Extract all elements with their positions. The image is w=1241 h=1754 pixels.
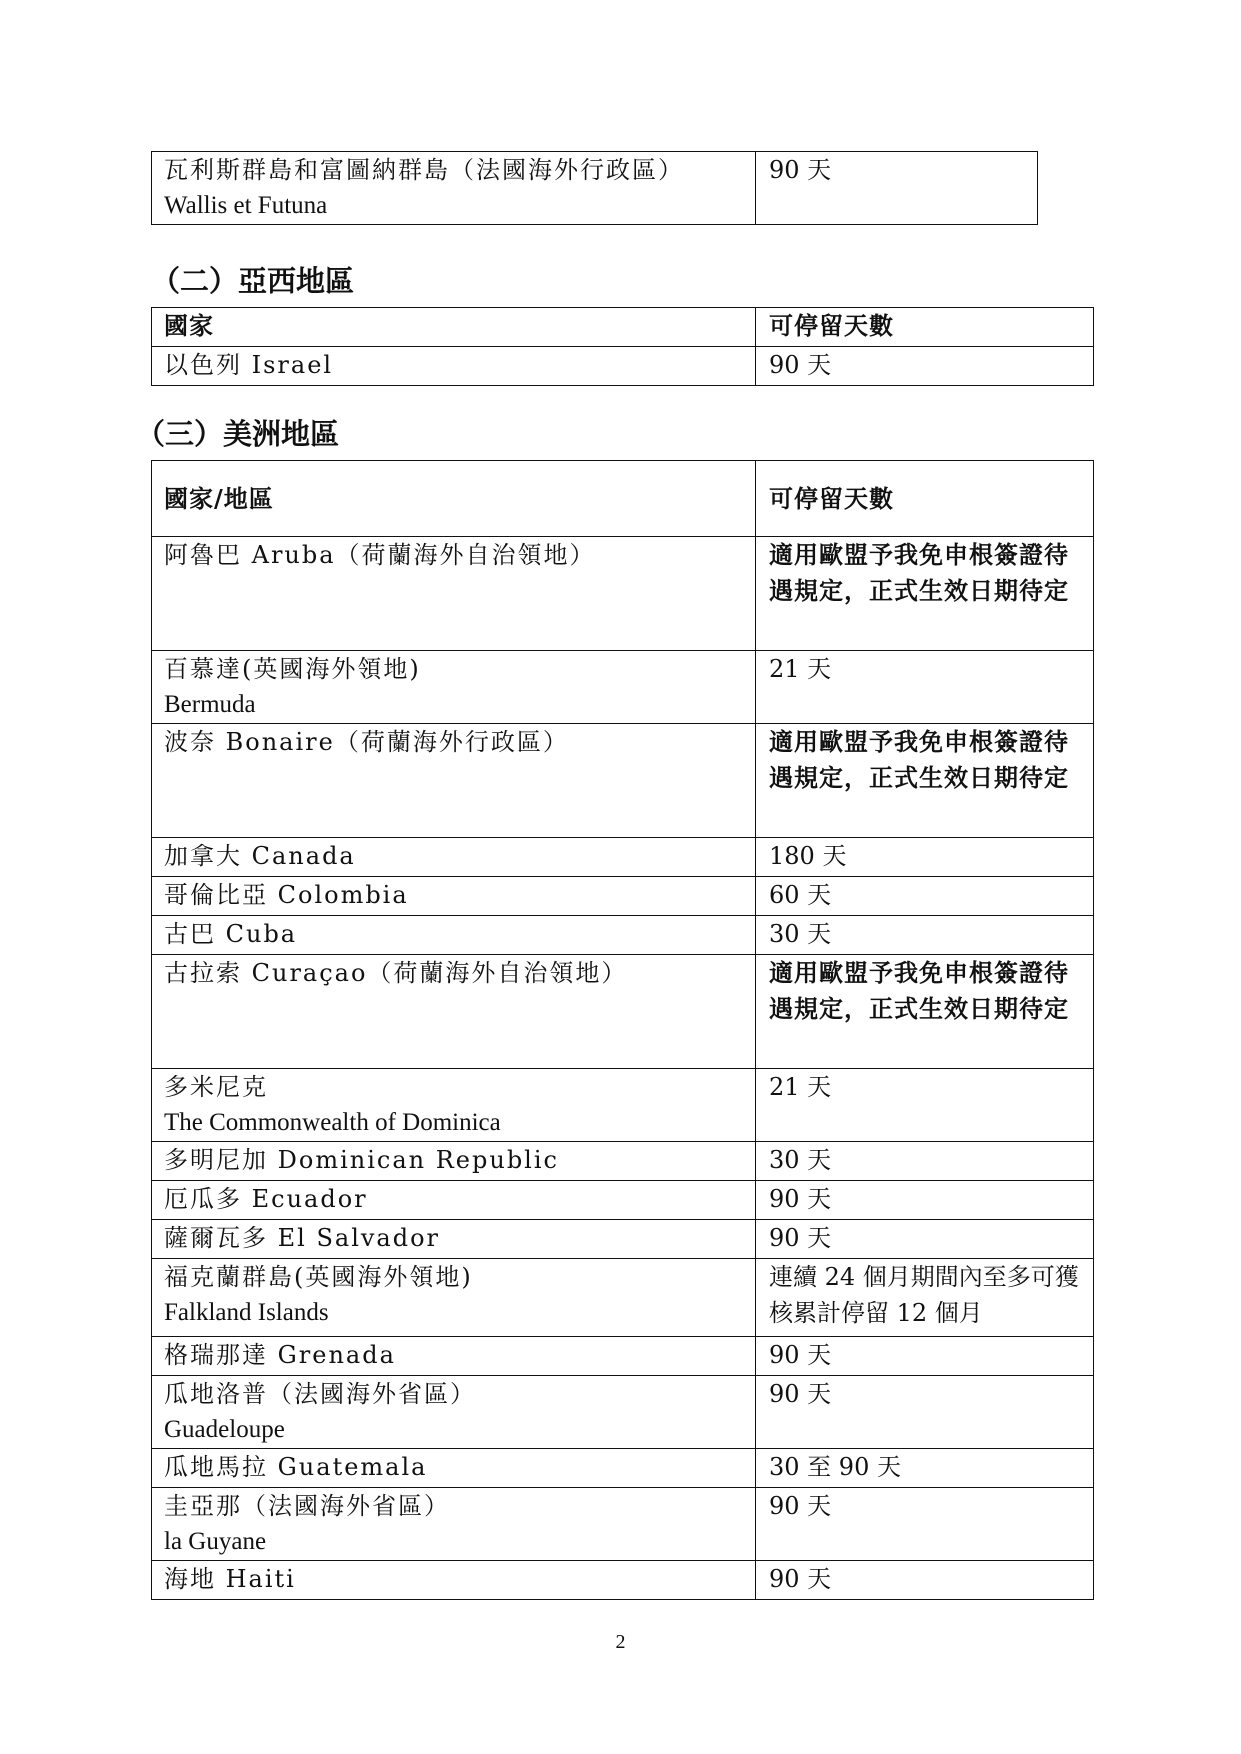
country-cell — [152, 955, 756, 1069]
days-cell: 60 天 — [756, 877, 1094, 916]
country-cell: 以色列 Israel — [152, 347, 756, 386]
table-row — [152, 1259, 1094, 1337]
days-cell: 30 天 — [756, 916, 1094, 955]
days-cell: 180 天 — [756, 838, 1094, 877]
continuation-table — [151, 151, 1038, 225]
section-heading: （三）美洲地區 — [136, 417, 340, 451]
table-row — [152, 1220, 1094, 1259]
country-cell — [152, 152, 756, 225]
country-name-en: Wallis et Futuna — [164, 192, 328, 219]
country-cell — [152, 1220, 756, 1259]
country-cell — [152, 1488, 756, 1561]
table-row — [152, 651, 1094, 724]
days-cell: 90 天 — [756, 1561, 1094, 1600]
table-row — [152, 724, 1094, 838]
country-cell — [152, 1069, 756, 1142]
days-cell: 適用歐盟予我免申根簽證待遇規定，正式生效日期待定 — [756, 955, 1094, 1069]
country-cell — [152, 1337, 756, 1376]
country-name-cn: 圭亞那（法國海外省區） — [164, 1492, 450, 1520]
country-cell — [152, 877, 756, 916]
days-cell: 90 天 — [756, 1488, 1094, 1561]
country-name-cn: 加拿大 Canada — [164, 842, 356, 870]
country-cell — [152, 916, 756, 955]
country-name-cn: 福克蘭群島(英國海外領地) — [164, 1263, 473, 1291]
table-header-row — [152, 461, 1094, 537]
table-row — [152, 1561, 1094, 1600]
table-row — [152, 877, 1094, 916]
days-cell: 適用歐盟予我免申根簽證待遇規定，正式生效日期待定 — [756, 537, 1094, 651]
days-cell: 90 天 — [756, 1181, 1094, 1220]
country-cell — [152, 1181, 756, 1220]
country-name-cn: 阿魯巴 Aruba（荷蘭海外自治領地） — [164, 541, 596, 569]
country-cell — [152, 1259, 756, 1337]
table-row — [152, 955, 1094, 1069]
country-cell — [152, 1561, 756, 1600]
table-row — [152, 1181, 1094, 1220]
days-cell: 90 天 — [756, 347, 1094, 386]
country-name-cn: 波奈 Bonaire（荷蘭海外行政區） — [164, 728, 569, 756]
country-name-cn: 瓜地洛普（法國海外省區） — [164, 1380, 476, 1408]
column-header-days: 可停留天數 — [756, 308, 1094, 347]
country-name-cn: 哥倫比亞 Colombia — [164, 881, 409, 909]
table-row — [152, 916, 1094, 955]
country-cell — [152, 724, 756, 838]
country-name-cn: 海地 Haiti — [164, 1565, 296, 1593]
days-cell: 適用歐盟予我免申根簽證待遇規定，正式生效日期待定 — [756, 724, 1094, 838]
column-header-country: 國家/地區 — [152, 461, 756, 537]
table-row — [152, 1069, 1094, 1142]
country-name-cn: 瓦利斯群島和富圖納群島（法國海外行政區） — [164, 156, 684, 184]
country-cell — [152, 537, 756, 651]
table-row — [152, 152, 1038, 225]
country-name-en: Bermuda — [164, 691, 256, 718]
days-cell: 30 至 90 天 — [756, 1449, 1094, 1488]
days-cell: 90 天 — [756, 152, 1038, 225]
table-row — [152, 1488, 1094, 1561]
table-row — [152, 1142, 1094, 1181]
country-name-en: Guadeloupe — [164, 1416, 285, 1443]
country-name-en: The Commonwealth of Dominica — [164, 1109, 501, 1136]
country-name-cn: 古巴 Cuba — [164, 920, 298, 948]
section3-table — [151, 460, 1094, 1600]
country-name-cn: 厄瓜多 Ecuador — [164, 1185, 368, 1213]
days-cell: 90 天 — [756, 1220, 1094, 1259]
days-cell: 90 天 — [756, 1337, 1094, 1376]
column-header-country: 國家 — [152, 308, 756, 347]
country-name-cn: 瓜地馬拉 Guatemala — [164, 1453, 428, 1481]
page-number: 2 — [615, 1631, 626, 1653]
country-name-cn: 古拉索 Curaçao（荷蘭海外自治領地） — [164, 959, 628, 987]
country-cell — [152, 1142, 756, 1181]
country-name-en: la Guyane — [164, 1528, 267, 1555]
country-name-cn: 格瑞那達 Grenada — [164, 1341, 396, 1369]
country-name-cn: 百慕達(英國海外領地) — [164, 655, 421, 683]
column-header-days: 可停留天數 — [756, 461, 1094, 537]
table-row — [152, 838, 1094, 877]
country-cell — [152, 651, 756, 724]
country-name-cn: 多米尼克 — [164, 1073, 268, 1101]
country-name-cn: 薩爾瓦多 El Salvador — [164, 1224, 441, 1252]
days-cell: 30 天 — [756, 1142, 1094, 1181]
country-cell — [152, 1449, 756, 1488]
days-cell: 21 天 — [756, 1069, 1094, 1142]
days-cell: 90 天 — [756, 1376, 1094, 1449]
section-heading: （二）亞西地區 — [151, 264, 355, 298]
table-row — [152, 1337, 1094, 1376]
days-cell: 21 天 — [756, 651, 1094, 724]
country-name-cn: 多明尼加 Dominican Republic — [164, 1146, 559, 1174]
table-row — [152, 347, 1094, 386]
section2-table — [151, 307, 1094, 386]
country-cell — [152, 1376, 756, 1449]
table-row — [152, 1376, 1094, 1449]
country-name-en: Falkland Islands — [164, 1299, 329, 1326]
table-header-row — [152, 308, 1094, 347]
table-row — [152, 1449, 1094, 1488]
country-cell — [152, 838, 756, 877]
table-row — [152, 537, 1094, 651]
days-cell: 連續 24 個月期間內至多可獲核累計停留 12 個月 — [756, 1259, 1094, 1337]
